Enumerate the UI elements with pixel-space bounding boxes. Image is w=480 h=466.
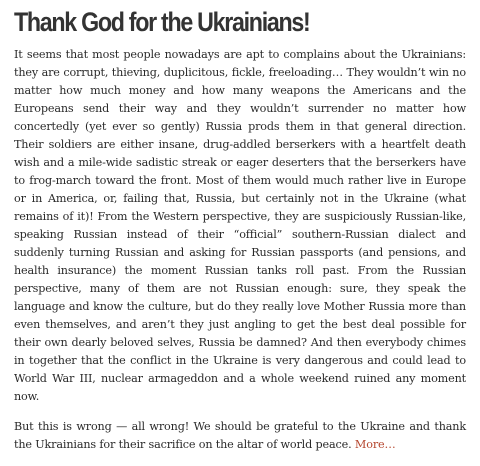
article-title: Thank God for the Ukrainians! [14, 7, 310, 37]
article-paragraph-1: It seems that most people nowadays are apt to complains about the Ukrainians: they are corrupt, thieving, duplicitous, fickle, freeloading… They wouldn’t win no matter how much money and how many weapons the Americans and the Europeans send their way and they wouldn’t surrender no matter how concertedly (yet ever so gently) Russia prods them in that general direction. Their soldiers are either insane, drug-addled berserkers with a heartfelt death wish and a mile-wide sadistic streak or eager deserters that the berserkers have to frog-march toward the front. Most of them would much rather live in Europe or in America, or, failing that, Russia, but certainly not in the Ukraine (what remains of it)! From the Western perspective, they are suspiciously Russian-like, speaking Russian instead of their “official” southern-Russian dialect and suddenly turning Russian and asking for Russian passports (and pensions, and health insurance) the moment Russian tanks roll past. From the Russian perspective, many of them are not Russian enough: sure, they speak the language and know the culture, but do they really love Mother Russia more than even themselves, and aren’t they just angling to get the best deal possible for their own dearly beloved selves, Russia be damned? And then everybody chimes in together that the conflict in the Ukraine is very dangerous and could lead to World War III, nuclear armageddon and a whole weekend ruined any moment now. [14, 48, 466, 403]
article-paragraph-2 [14, 418, 466, 454]
article-paragraph-2-text: But this is wrong — all wrong! We should be grateful to the Ukraine and thank the Ukrainians for their sacrifice on the altar of world peace. [14, 420, 466, 451]
article [14, 6, 466, 466]
article-body [14, 46, 466, 454]
more-link[interactable]: More… [354, 438, 396, 451]
